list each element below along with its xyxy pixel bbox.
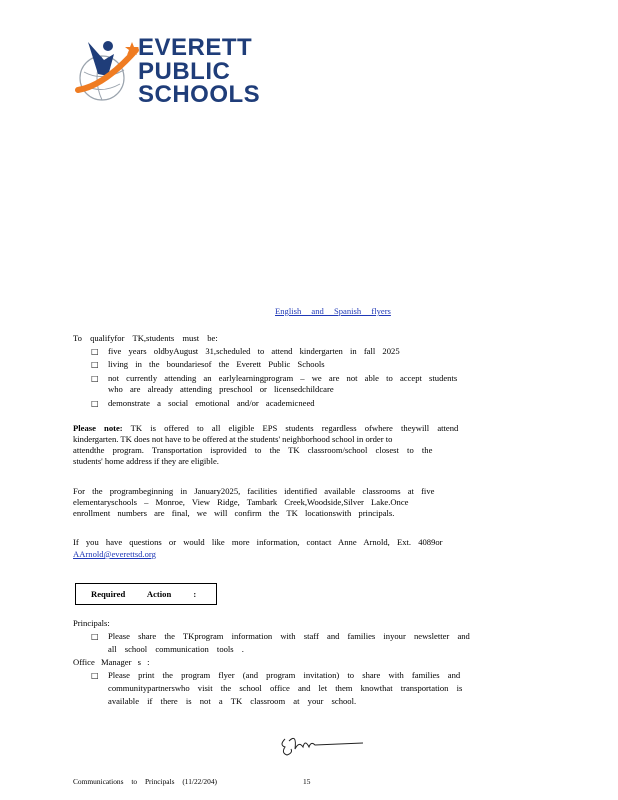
logo-line-3: SCHOOLS [138,81,261,108]
bullet-box-icon: □ [91,632,99,641]
note-line: kindergarten. TK does not have to be offered at the students' neighborhood school in order to [73,434,393,444]
bullet-box-icon: □ [91,374,99,383]
logo-line-1: EVERETT [138,34,253,61]
page-number: 15 [303,777,311,786]
program-line: elementaryschools – Monroe, View Ridge, Tambark Creek,Woodside,Silver Lake.Once [73,497,409,507]
list-item-text: not currently attending an earlylearningprogram – we are not able to accept students [108,373,458,383]
list-item-text: who are already attending preschool or licensedchildcare [108,384,334,394]
note-line: TK is offered to all eligible EPS students regardless ofwhere theywill attend [130,423,459,433]
office-manager-label: Office Manager s : [73,657,150,667]
program-line: For the programbeginning in January2025, facilities identified available classrooms at five [73,486,435,496]
logo-line-2: PUBLIC [138,57,231,85]
principals-label: Principals: [73,618,110,628]
bullet-box-icon: □ [91,347,99,356]
program-line: enrollment numbers are final, we will confirm the TK locationswith principals. [73,508,395,518]
note-line: attendthe program. Transportation isprovided to the TK classroom/school closest to the [73,445,433,455]
eligibility-intro: To qualifyfor TK,students must be: [73,333,218,343]
bullet-box-icon: □ [91,399,99,408]
signature-image [277,731,367,761]
flyers-link[interactable]: English and Spanish flyers [275,306,391,316]
email-link[interactable]: AArnold@everettsd.org [73,549,156,559]
list-item-text: all school communication tools . [108,644,244,654]
footer-text: Communications to Principals (11/22/204) [73,777,217,786]
contact-line: If you have questions or would like more information, contact Anne Arnold, Ext. 4089or [73,537,443,547]
district-logo [74,34,261,114]
note-lead: Please note: [73,423,123,433]
program-paragraph [73,486,513,519]
bullet-box-icon: □ [91,360,99,369]
note-paragraph [73,423,513,467]
list-item-text: living in the boundariesof the Everett Public Schools [108,359,325,369]
list-item-text: available if there is not a TK classroom at your school. [108,696,357,706]
logo-wordmark [138,36,260,107]
list-item-text: five years oldbyAugust 31,scheduled to attend kindergarten in fall 2025 [108,346,400,356]
required-action-box [75,583,217,605]
list-item-text: communitypartnerswho visit the school office and let them knowthat transportation is [108,683,463,693]
bullet-box-icon: □ [91,671,99,680]
note-line: students' home address if they are eligible. [73,456,219,466]
list-item-text: Please print the program flyer (and program invitation) to share with families and [108,670,461,680]
list-item-text: Please share the TKprogram information with staff and families inyour newsletter and [108,631,470,641]
list-item-text: demonstrate a social emotional and/or academicneed [108,398,315,408]
logo-emblem-icon [74,38,140,110]
required-action-label: Required Action : [91,589,197,599]
